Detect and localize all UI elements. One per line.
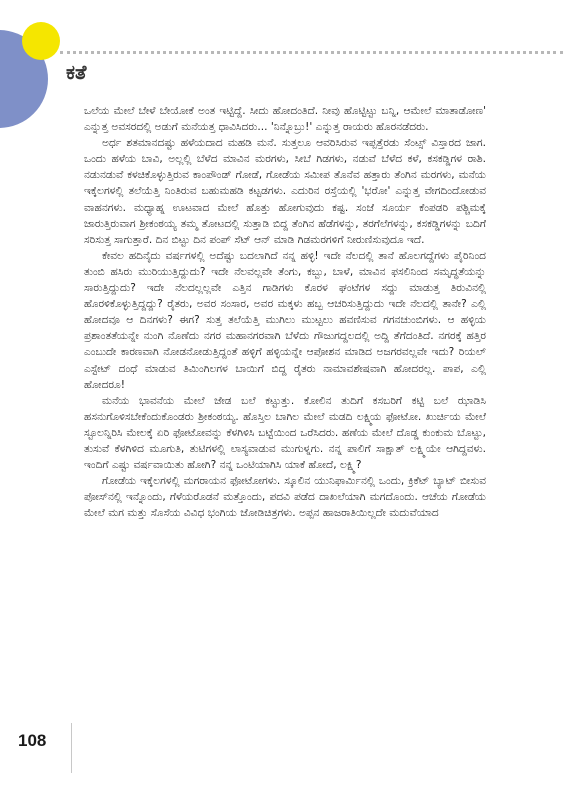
story-text <box>84 103 486 521</box>
paragraph: ಒಲೆಯ ಮೇಲೆ ಬೇಳೆ ಬೇಯೋಕೆ ಅಂತ ಇಟ್ಟಿದ್ದೆ. ಸೀದು ಹೋದಂತಿದೆ. ನೀವು ಹೊಟ್ಟಿಟ್ಟು ಬನ್ನಿ, ಆಮೇಲೆ ಮಾತಾಡೋಣ' ಎನ್ನುತ್ತ ಅವಸರದಲ್ಲಿ ಅಡುಗೆ ಮನೆಯತ್ತ ಧಾವಿಸಿದರು... 'ನಿನ್ನೊಬ್ರು!' ಎನ್ನುತ್ತ ರಾಯರು ಹೊರನಡೆದರು. <box>84 105 486 134</box>
paragraph: ಗೋಡೆಯ ಇಕ್ಕೆಲಗಳಲ್ಲಿ ಮಗರಾಯನ ಫೋಟೋಗಳು. ಸ್ಕೂಲಿನ ಯುನಿಫಾರ್ಮಿನಲ್ಲಿ ಒಂದು, ಕ್ರಿಕೆಟ್ ಬ್ಯಾಟ್ ಬೀಸುವ ಪೋಸ್‌ನಲ್ಲಿ ಇನ್ನೊಂದು, ಗೆಳೆಯರೊಡನೆ ಮತ್ತೊಂದು, ಪದವಿ ಪಡೆದ ದಾಖಲೆಯಾಗಿ ಮಗದೊಂದು. ಆಚೆಯ ಗೋಡೆಯ ಮೇಲೆ ಮಗ ಮತ್ತು ಸೊಸೆಯ ವಿವಿಧ ಭಂಗಿಯ ಜೋಡಿಚಿತ್ರಗಳು. ಅಪ್ಪನ ಹಾಜರಾತಿಯಿಲ್ಲದೇ ಮದುವೆಯಾದ <box>84 475 486 520</box>
section-label: ಕತೆ <box>66 60 87 84</box>
page-number-divider <box>71 723 72 773</box>
paragraph: ಕೇವಲ ಹದಿನೈದು ವರ್ಷಗಳಲ್ಲಿ ಅದೆಷ್ಟು ಬದಲಾಗಿದೆ ನನ್ನ ಹಳ್ಳಿ! ಇದೇ ನೆಲದಲ್ಲಿ ತಾನೆ ಹೊಲಗದ್ದೆಗಳು ಪೈರಿನಿಂದ ತುಂಬಿ ಹಸಿರು ಮುರಿಯುತ್ತಿದ್ದುದು? ಇದೇ ನೆಲವಲ್ಲವೇ ತೆಂಗು, ಕಬ್ಬು, ಬಾಳೆ, ಮಾವಿನ ಫಸಲಿನಿಂದ ಸಮೃದ್ಧತೆಯನ್ನು ಸಾರುತ್ತಿದ್ದುದು? ಇದೇ ನೆಲದಲ್ಲಲ್ಲವೇ ಎತ್ತಿನ ಗಾಡಿಗಳು ಕೊರಳ ಘಂಟೆಗಳ ಸದ್ದು ಮಾಡುತ್ತ ತಿರುವಿನಲ್ಲಿ ಹೊರಳಿಕೊಳ್ಳುತ್ತಿದ್ದದ್ದು? ರೈತರು, ಅವರ ಸಂಸಾರ, ಅವರ ಮಕ್ಕಳು ಹಬ್ಬ ಆಚರಿಸುತ್ತಿದ್ದುದು ಇದೇ ನೆಲದಲ್ಲಿ ತಾನೇ? ಎಲ್ಲಿ ಹೋದವೂ ಆ ದಿನಗಳು? ಈಗ? ಸುತ್ತ ತಲೆಯೆತ್ತಿ ಮುಗಿಲು ಮುಟ್ಟಲು ಹವಣಿಸುವ ಗಗನಚುಂಬಿಗಳು. ಆ ಹಳ್ಳಿಯ ಪ್ರಶಾಂತತೆಯನ್ನೇ ನುಂಗಿ ನೊಣೆದು ನಗರ ಮಹಾನಗರವಾಗಿ ಬೆಳೆದು ಗೌಜುಗದ್ದಲದಲ್ಲಿ ಅದ್ದಿ ತೆಗೆದಂತಿದೆ. ನಗರಕ್ಕೆ ಹತ್ತಿರ ಎಂಬುದೇ ಕಾರಣವಾಗಿ ನೋಡನೋಡುತ್ತಿದ್ದಂತೆ ಹಳ್ಳಿಗೆ ಹಳ್ಳಿಯನ್ನೇ ಆಪೋಶನ ಮಾಡಿದ ಅಜಗರವಲ್ಲವೇ ಇದು? ರಿಯಲ್ ಎಸ್ಟೇಟ್ ದಂಧೆ ಮಾಡುವ ತಿಮಿಂಗಿಲಗಳ ಬಾಯಿಗೆ ಬಿದ್ದ ರೈತರು ನಾಮಾವಶೇಷವಾಗಿ ಹೋದರಲ್ಲ. ಪಾಪ, ಎಲ್ಲಿ ಹೋದರೂ! <box>84 249 486 391</box>
decorative-yellow-circle <box>22 22 60 60</box>
paragraph: ಅರ್ಧ ಶತಮಾನದಷ್ಟು ಹಳೆಯದಾದ ಮಹಡಿ ಮನೆ. ಸುತ್ತಲೂ ಆವರಿಸಿರುವ ಇಪ್ಪತ್ತೆರಡು ಸೆಂಟ್ಸ್ ವಿಸ್ತಾರದ ಜಾಗ. ಒಂದು ಹಳೆಯ ಬಾವಿ, ಅಲ್ಲಲ್ಲಿ ಬೆಳೆದ ಮಾವಿನ ಮರಗಳು, ಸೀಬೆ ಗಿಡಗಳು, ನಡುವೆ ಬೆಳೆದ ಕಳೆ, ಕಸಕಡ್ಡಿಗಳ ರಾಶಿ. ನಡುನಡುವೆ ಕಳಚಿಕೊಳ್ಳುತ್ತಿರುವ ಕಾಂಪೌಂಡ್ ಗೋಡೆ, ಗೋಡೆಯ ಸಮೀಪ ತೊನೆವ ಹತ್ತಾರು ತೆಂಗಿನ ಮರಗಳು, ಮನೆಯ ಇಕ್ಕೆಲಗಳಲ್ಲಿ ತಲೆಯೆತ್ತಿ ನಿಂತಿರುವ ಬಹುಮಹಡಿ ಕಟ್ಟಡಗಳು. ಎದುರಿನ ರಸ್ತೆಯಲ್ಲಿ 'ಭರೋ' ಎನ್ನುತ್ತ ವೇಗದಿಂದೋಡುವ ವಾಹನಗಳು. ಮಧ್ಯಾಹ್ನ ಊಟವಾದ ಮೇಲೆ ಹೊತ್ತು ಹೋಗುವುದು ಕಷ್ಟ. ಸಂಜೆ ಸೂರ್ಯ ಕೆಂಪಡರಿ ಪಶ್ಚಿಮಕ್ಕೆ ಜಾರುತ್ತಿರುವಾಗ ಶ್ರೀಕಂಠಯ್ಯ ತಮ್ಮ ತೋಟದಲ್ಲಿ ಸುತ್ತಾಡಿ ಬಿದ್ದ ತೆಂಗಿನ ಹೆಡೆಗಳನ್ನು, ತರಗೆಲೆಗಳನ್ನು, ಕಸಕಡ್ಡಿಗಳನ್ನು ಬದಿಗೆ ಸರಿಸುತ್ತ ಸಾಗುತ್ತಾರೆ. ದಿನ ಬಿಟ್ಟು ದಿನ ಪಂಪ್ ಸೆಟ್ ಆನ್ ಮಾಡಿ ಗಿಡಮರಗಳಿಗೆ ನೀರುಣಿಸುವುದೂ ಇದೆ. <box>84 137 486 246</box>
paragraph: ಮನೆಯ ಭಾವನೆಯ ಮೇಲೆ ಜೇಡ ಬಲೆ ಕಟ್ಟುತ್ತು. ಕೋಲಿನ ತುದಿಗೆ ಕಸಬರಿಗೆ ಕಟ್ಟಿ ಬಲೆ ಝಾಡಿಸಿ ಹಸನುಗೊಳಿಸಬೇಕೆಂದುಕೊಂಡರು ಶ್ರೀಕಂಠಯ್ಯ. ಹೊಸ್ತಿಲ ಬಾಗಿಲ ಮೇಲೆ ಮಡದಿ ಲಕ್ಷ್ಮಿಯ ಫೋಟೋ. ಖುರ್ಚಿಯ ಮೇಲೆ ಸ್ಟೂಲನ್ನಿರಿಸಿ ಮೇಲಕ್ಕೆ ಏರಿ ಫೋಟೋವನ್ನು ಕೆಳಗಿಳಿಸಿ ಬಟ್ಟೆಯಿಂದ ಒರೆಸಿದರು. ಹಣೆಯ ಮೇಲೆ ದೊಡ್ಡ ಕುಂಕುಮ ಬೊಟ್ಟು, ತುಸುವೆ ಕೆಳಗಿಳಿದ ಮೂಗುತಿ, ತುಟಿಗಳಲ್ಲಿ ಲಾಸ್ಯವಾಡುವ ಮುಗುಳ್ನಗು. ನನ್ನ ಪಾಲಿಗೆ ಸಾಕ್ಷಾತ್ ಲಕ್ಷ್ಮಿಯೇ ಆಗಿದ್ದವಳು. ಇಂದಿಗೆ ಎಷ್ಟು ವರ್ಷವಾಯಿತು ಹೋಗಿ? ನನ್ನ ಒಂಟಿಯಾಗಿಸಿ ಯಾಕೆ ಹೋದೆ, ಲಕ್ಷ್ಮಿ? <box>84 394 486 472</box>
page-number: 108 <box>18 731 47 750</box>
dotted-header-rule <box>60 51 563 54</box>
